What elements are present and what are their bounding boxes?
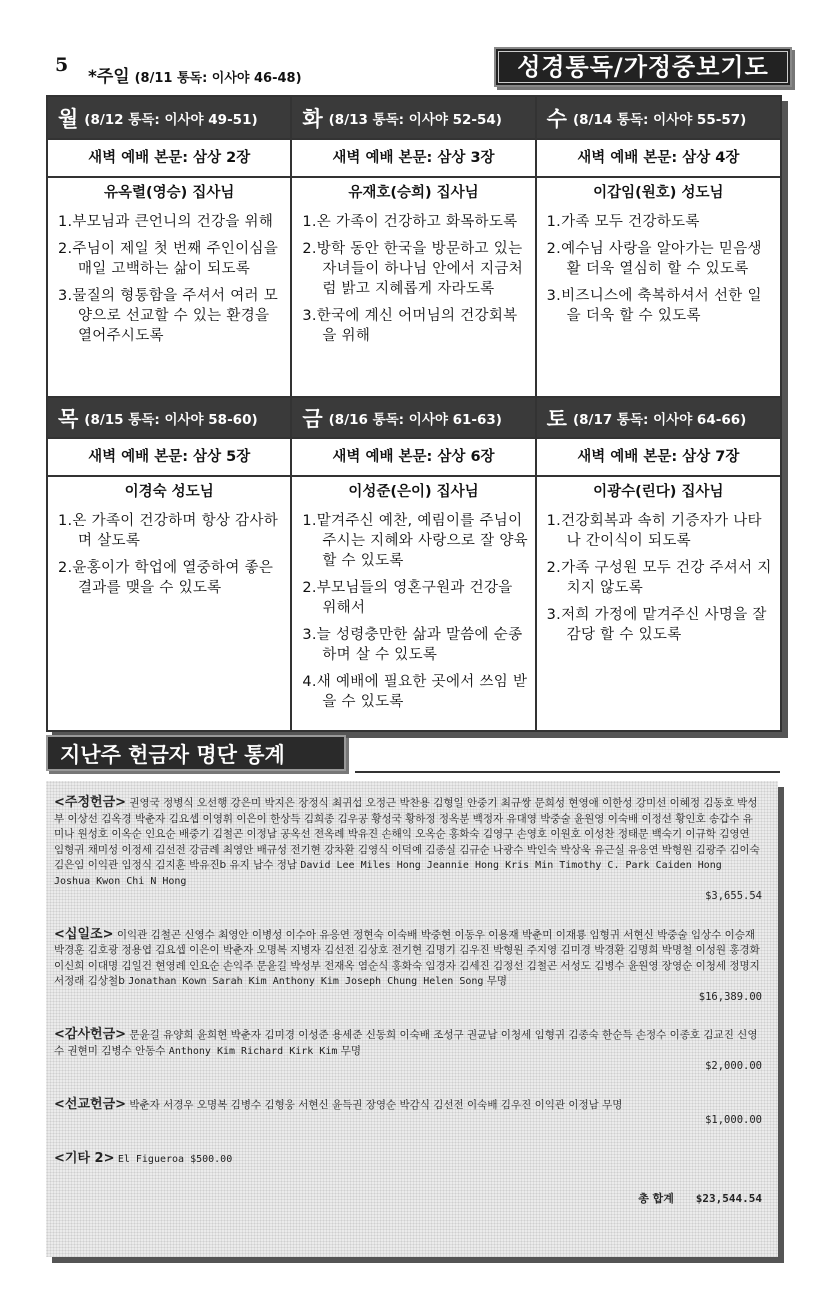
prayer-list xyxy=(537,206,780,396)
grand-total xyxy=(54,1191,762,1207)
sermon-text: 새벽 예배 본문: 삼상 7장 xyxy=(537,439,780,477)
sunday-reading xyxy=(88,62,302,87)
donor-names: 박춘자 서경우 오명복 김병수 김형웅 서현신 윤득권 장영순 박감식 김선전 이숙배 김우진 이익관 이정남 무명 xyxy=(129,1098,623,1111)
prayer-item: 1.건강회복과 속히 기증자가 나타나 간이식이 되도록 xyxy=(546,513,762,549)
prayer-item: 2.가족 구성원 모두 건강 주셔서 지치지 않도록 xyxy=(546,560,772,596)
prayer-item: 1.온 가족이 건강하고 화목하도록 xyxy=(302,214,518,230)
prayer-item: 1.가족 모두 건강하도록 xyxy=(546,214,700,230)
day-name: 월 xyxy=(58,106,79,131)
day-reading: (8/15 통독: 이사야 58-60) xyxy=(84,411,258,428)
day-name: 금 xyxy=(302,406,323,431)
day-cell-fri xyxy=(292,396,536,730)
donor-names-english: David Lee Miles Hong Jeannie Hong Kris Min Timothy C. Park Caiden Hong Joshua Kwon Chi N Hong xyxy=(54,860,722,887)
prayer-leader: 이광수(린다) 집사님 xyxy=(593,484,724,500)
offering-section xyxy=(54,1097,762,1129)
offering-amount: $2,000.00 xyxy=(705,1060,762,1072)
offering-stats-panel xyxy=(46,781,778,1257)
day-name: 토 xyxy=(546,406,567,431)
weekly-prayer-grid xyxy=(46,95,782,732)
prayer-leader: 이갑임(원호) 성도님 xyxy=(593,185,724,201)
prayer-leader: 이성준(은이) 집사님 xyxy=(348,484,479,500)
prayer-item: 2.방학 동안 한국을 방문하고 있는 자녀들이 하나님 안에서 지금처럼 밝고 지혜롭게 자라도록 xyxy=(302,241,524,297)
total-value: $23,544.54 xyxy=(695,1192,762,1205)
day-header xyxy=(292,396,534,439)
prayer-item: 2.예수님 사랑을 알아가는 믿음생활 더욱 열심히 할 수 있도록 xyxy=(546,241,762,277)
offering-label: <감사헌금> xyxy=(54,1027,127,1042)
sermon-text: 새벽 예배 본문: 삼상 4장 xyxy=(537,140,780,178)
offering-label: <주정헌금> xyxy=(54,795,127,810)
donor-anonymous: 무명 xyxy=(486,975,508,987)
sunday-reading-text: (8/11 통독: 이사야 46-48) xyxy=(134,71,302,86)
prayer-list xyxy=(48,505,290,730)
sermon-text: 새벽 예배 본문: 삼상 3장 xyxy=(292,140,534,178)
day-header xyxy=(537,396,780,439)
donor-names-english: Anthony Kim Richard Kirk Kim xyxy=(168,1045,338,1057)
offering-label: <십일조> xyxy=(54,926,114,942)
prayer-item: 2.주님이 제일 첫 번째 주인이심을 매일 고백하는 삶이 되도록 xyxy=(58,241,279,277)
page-number: 5 xyxy=(55,54,69,76)
prayer-item: 3.저희 가정에 맡겨주신 사명을 잘 감당 할 수 있도록 xyxy=(546,607,767,643)
day-reading: (8/16 통독: 이사야 61-63) xyxy=(328,411,502,428)
day-name: 화 xyxy=(302,106,323,131)
prayer-item: 3.물질의 형통함을 주셔서 여러 모양으로 선교할 수 있는 환경을 열어주시도록 xyxy=(58,288,279,344)
prayer-list xyxy=(292,206,534,396)
prayer-item: 3.한국에 계신 어머님의 건강회복을 위해 xyxy=(302,308,518,344)
prayer-item: 4.새 예배에 필요한 곳에서 쓰임 받을 수 있도록 xyxy=(302,674,528,710)
donor-names: 이익관 김철곤 신영수 최영안 이병성 이수아 유응연 정현숙 이숙배 박중현 이동우 이용재 박춘미 이재룡 임형귀 서현신 박중술 임상수 이승재 박경훈 김호광 정용엽 김요셉 이은이 박춘자 오명복 지병자 김선전 김상호 전기현 김명기 김우진 박형원 주지영 김미경 박경환 김명희 박명철 이성원 홍경화 이신희 이대명 김일건 현영례 인요순 손익주 문윤길 박성부 전재옥 염순식 홍화숙 임경자 김세진 김정선 김철곤 서성도 김병수 윤원영 장영순 이청세 정명지 서정래 김상철b xyxy=(54,928,760,987)
day-reading: (8/14 통독: 이사야 55-57) xyxy=(572,111,747,128)
day-header xyxy=(292,97,534,140)
prayer-list xyxy=(537,505,780,730)
prayer-item: 3.늘 성령충만한 삶과 말씀에 순종하며 살 수 있도록 xyxy=(302,627,523,663)
offering-section xyxy=(54,1151,762,1168)
day-cell-mon xyxy=(48,97,292,396)
day-header xyxy=(537,97,780,140)
offering-amount: $1,000.00 xyxy=(705,1114,762,1126)
offering-amount: $16,389.00 xyxy=(698,990,762,1003)
prayer-item: 1.온 가족이 건강하며 항상 감사하며 살도록 xyxy=(58,513,279,549)
section-header xyxy=(494,47,792,87)
section-header-title: 성경통독/가정중보기도 xyxy=(498,51,788,83)
sermon-text: 새벽 예배 본문: 삼상 6장 xyxy=(292,439,534,477)
prayer-leader: 유옥렬(영승) 집사님 xyxy=(103,185,235,201)
offering-label: <선교헌금> xyxy=(54,1096,127,1112)
prayer-item: 1.맡겨주신 예찬, 예림이를 주님이 주시는 지혜와 사랑으로 잘 양육할 수 있도록 xyxy=(302,513,528,569)
sunday-title: *주일 xyxy=(88,67,130,87)
day-reading: (8/17 통독: 이사야 64-66) xyxy=(572,411,747,428)
prayer-leader: 이경숙 성도님 xyxy=(124,484,214,500)
grid-row-1 xyxy=(48,97,780,396)
prayer-list xyxy=(292,505,534,730)
donor-names-english: Jonathan Kown Sarah Kim Anthony Kim Joseph Chung Helen Song xyxy=(128,976,484,987)
day-name: 목 xyxy=(58,406,79,431)
day-header xyxy=(48,396,290,439)
day-cell-tue xyxy=(292,97,536,396)
prayer-item: 1.부모님과 큰언니의 건강을 위해 xyxy=(58,214,274,230)
day-name: 수 xyxy=(546,106,567,131)
prayer-item: 3.비즈니스에 축복하셔서 선한 일을 더욱 할 수 있도록 xyxy=(546,288,762,324)
donor-names-english: El Figueroa $500.00 xyxy=(117,1153,233,1165)
donor-names: 권영국 정병식 오선행 강은미 박지은 장정식 최귀섭 오정근 박찬용 김형일 안중기 최규쌍 문희성 현영애 이한성 강미선 이혜정 김동호 박성부 이상선 김옥경 박춘자 김요셉 이영휘 이은이 한상득 김희종 김우공 황성국 황하정 정옥분 백정자 유대영 박중술 윤원영 이숙배 이정선 황인호 송갑수 유미나 원성호 이옥순 인요순 배중기 김철곤 이정남 공옥선 전옥례 박유진 손해익 오옥순 홍화숙 김영구 손영호 이원호 이성찬 정태문 백숙기 이규학 김영연 임형귀 채미성 이정세 김선전 강금례 최영안 배규성 전기현 강차환 김영식 이덕예 김종실 김규순 나광수 박인숙 박상욱 유근실 유응연 박형원 김광주 김이숙 김은임 이익관 임정식 김지훈 박유진b 유지 남수 정남 xyxy=(54,797,760,871)
offering-section xyxy=(54,795,762,905)
day-cell-wed xyxy=(537,97,780,396)
prayer-item: 2.윤홍이가 학업에 열중하여 좋은 결과를 맺을 수 있도록 xyxy=(58,560,274,596)
day-cell-sat xyxy=(537,396,780,730)
sermon-text: 새벽 예배 본문: 삼상 2장 xyxy=(48,140,290,178)
grid-row-2 xyxy=(48,396,780,730)
offering-section xyxy=(54,927,762,1006)
day-reading: (8/13 통독: 이사야 52-54) xyxy=(328,111,502,128)
offering-section xyxy=(54,1027,762,1075)
prayer-list xyxy=(48,206,290,396)
donor-names: 문윤길 유양희 윤희현 박춘자 김미경 이성준 용세준 신동희 이숙배 조성구 권균남 이청세 임형귀 김종숙 한순득 손정수 이종호 김교진 신영수 권현미 김병수 안동수 xyxy=(54,1029,758,1057)
offering-label: <기타 2> xyxy=(54,1150,115,1166)
total-label: 총 합계 xyxy=(638,1192,674,1205)
sermon-text: 새벽 예배 본문: 삼상 5장 xyxy=(48,439,290,477)
day-cell-thu xyxy=(48,396,292,730)
day-header xyxy=(48,97,290,140)
offering-amount: $3,655.54 xyxy=(705,890,762,902)
day-reading: (8/12 통독: 이사야 49-51) xyxy=(84,111,258,128)
donor-anonymous: 무명 xyxy=(340,1044,362,1057)
prayer-item: 2.부모님들의 영혼구원과 건강을 위해서 xyxy=(302,580,513,616)
offering-stats-title: 지난주 헌금자 명단 통계 xyxy=(46,735,346,771)
divider xyxy=(355,771,780,773)
prayer-leader: 유재호(승희) 집사님 xyxy=(348,185,479,201)
